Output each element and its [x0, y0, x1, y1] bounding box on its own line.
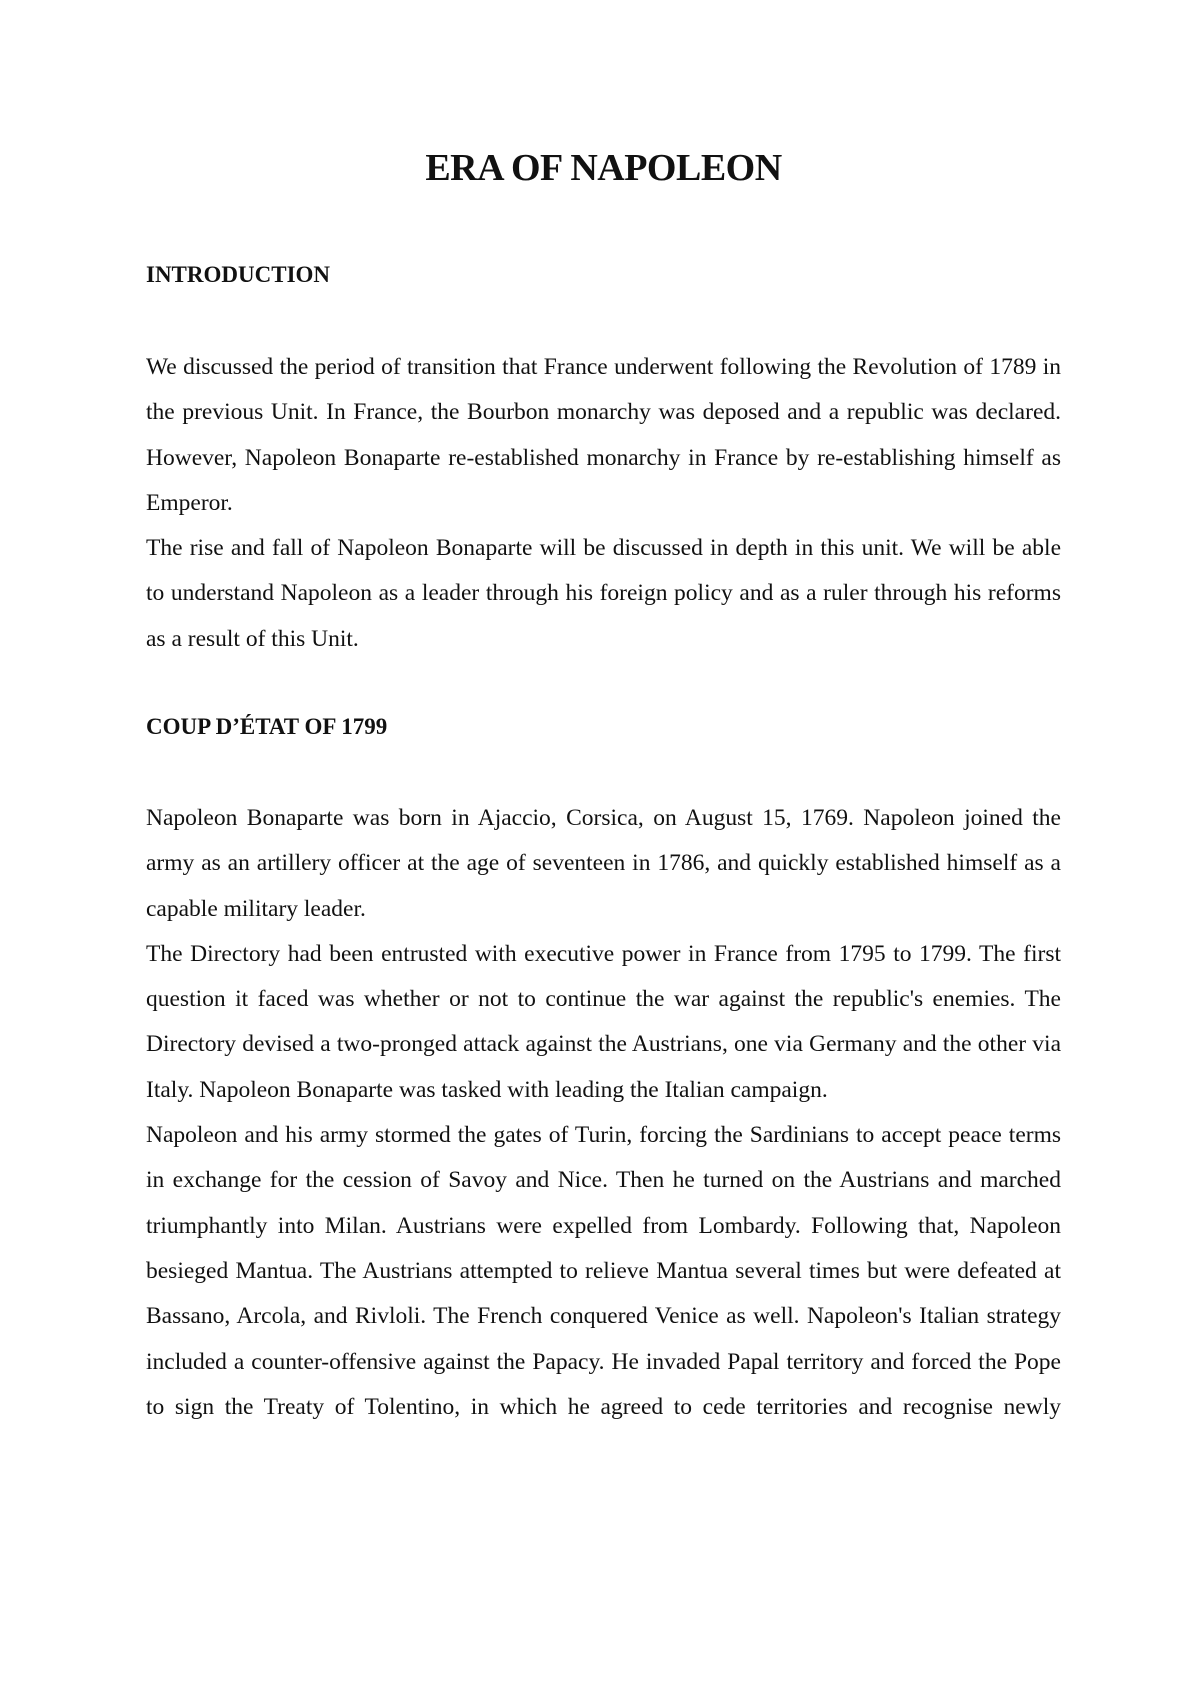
paragraph: The Directory had been entrusted with executive power in France from 1795 to 1799. The first question it faced was whether or not to continue the war against the republic's enemies. The Directory devised a two-pronged attack against the Austrians, one via Germany and the other via Italy. Napoleon Bonaparte was tasked with leading the Italian campaign.	[146, 940, 1061, 1103]
section-heading-introduction: INTRODUCTION	[146, 262, 331, 287]
document-title: ERA OF NAPOLEON	[425, 147, 782, 189]
paragraph: The rise and fall of Napoleon Bonaparte will be discussed in depth in this unit. We will be able to understand Napoleon as a leader through his foreign policy and as a ruler through his reforms as a result of this Unit.	[146, 535, 1061, 652]
paragraph: Napoleon and his army stormed the gates of Turin, forcing the Sardinians to accept peace terms in exchange for the cession of Savoy and Nice. Then he turned on the Austrians and marched triumphantly into Milan. Austrians were expelled from Lombardy. Following that, Napoleon besieged Mantua. The Austrians attempted to relieve Mantua several times but were defeated at Bassano, Arcola, and Rivloli. The French conquered Venice as well. Napoleon's Italian strategy included a counter-offensive against the Papacy. He invaded Papal territory and forced the Pope to sign the Treaty of Tolentino, in which he agreed to cede territories and recognise newly	[146, 1122, 1061, 1420]
coup-detat-body	[146, 796, 1061, 1430]
section-heading-coup-detat: COUP D’ÉTAT OF 1799	[146, 714, 388, 739]
introduction-body	[146, 345, 1061, 662]
paragraph: Napoleon Bonaparte was born in Ajaccio, Corsica, on August 15, 1769. Napoleon joined the army as an artillery officer at the age of seventeen in 1786, and quickly established himself as a capable military leader.	[146, 805, 1061, 922]
paragraph: We discussed the period of transition that France underwent following the Revolution of 1789 in the previous Unit. In France, the Bourbon monarchy was deposed and a republic was declared. However, Napoleon Bonaparte re-established monarchy in France by re-establishing himself as Emperor.	[146, 354, 1061, 516]
